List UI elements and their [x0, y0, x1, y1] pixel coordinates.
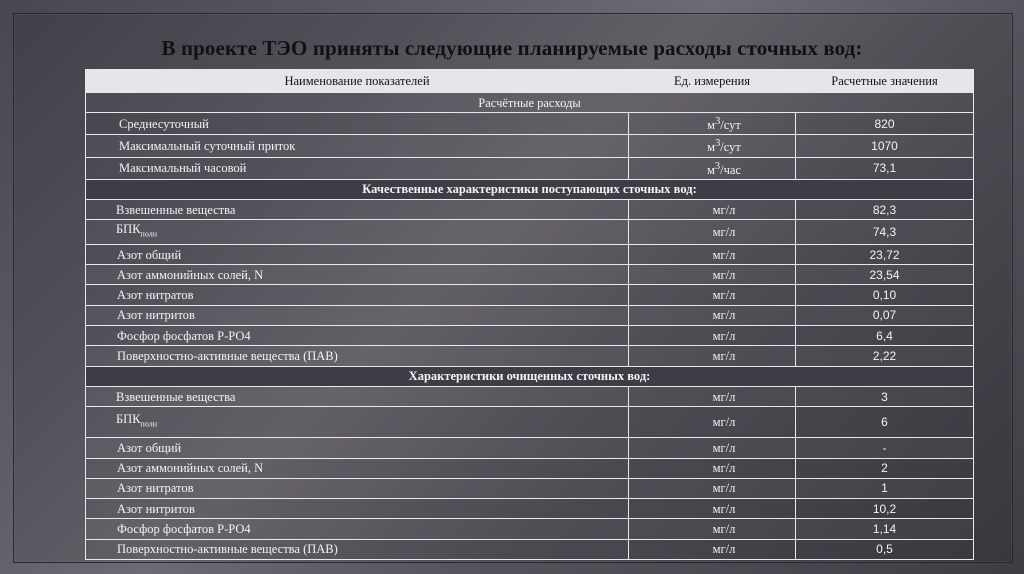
row-unit: мг/л — [629, 244, 796, 264]
row-name: Фосфор фосфатов Р-РО4 — [86, 519, 629, 539]
row-value: 6,4 — [796, 326, 974, 346]
row-value: 0,5 — [796, 539, 974, 559]
incoming-row — [86, 244, 974, 264]
row-value: 1 — [796, 478, 974, 498]
row-name: Фосфор фосфатов Р-РО4 — [86, 326, 629, 346]
treated-row — [86, 478, 974, 498]
row-unit: мг/л — [629, 220, 796, 245]
section-calc — [86, 93, 974, 113]
row-name: Взвешенные вещества — [86, 200, 629, 220]
row-name: Азот нитритов — [86, 305, 629, 325]
treated-row — [86, 519, 974, 539]
row-value: 2 — [796, 458, 974, 478]
table-header-row — [86, 70, 974, 93]
treated-row — [86, 438, 974, 458]
section-title: Качественные характеристики поступающих сточных вод: — [86, 179, 974, 199]
row-unit: мг/л — [629, 285, 796, 305]
calc-row — [86, 113, 974, 135]
row-unit: $м^3$/сут — [629, 135, 796, 157]
row-value: 6 — [796, 407, 974, 438]
row-unit: мг/л — [629, 305, 796, 325]
section-treated — [86, 366, 974, 386]
row-name: Азот аммонийных солей, N — [86, 265, 629, 285]
section-title: Характеристики очищенных сточных вод: — [86, 366, 974, 386]
row-value: 0,10 — [796, 285, 974, 305]
row-value: 820 — [796, 113, 974, 135]
row-unit: $м^3$/час — [629, 157, 796, 179]
calc-row — [86, 135, 974, 157]
treated-row — [86, 407, 974, 438]
treated-row — [86, 499, 974, 519]
header-value: Расчетные значения — [796, 70, 974, 93]
row-value: 74,3 — [796, 220, 974, 245]
section-incoming — [86, 179, 974, 199]
incoming-row — [86, 326, 974, 346]
row-value: 1070 — [796, 135, 974, 157]
row-unit: мг/л — [629, 200, 796, 220]
row-unit: мг/л — [629, 539, 796, 559]
row-value: 73,1 — [796, 157, 974, 179]
incoming-row — [86, 265, 974, 285]
incoming-row — [86, 346, 974, 366]
row-unit: мг/л — [629, 519, 796, 539]
row-value: 2,22 — [796, 346, 974, 366]
row-value: 23,72 — [796, 244, 974, 264]
wastewater-table — [85, 69, 974, 560]
row-name: $БПК_{полн}$ — [86, 407, 629, 438]
treated-row — [86, 458, 974, 478]
header-name: Наименование показателей — [86, 70, 629, 93]
row-value: - — [796, 438, 974, 458]
row-name: Взвешенные вещества — [86, 386, 629, 406]
row-name: Азот нитратов — [86, 478, 629, 498]
row-unit: $м^3$/сут — [629, 113, 796, 135]
row-name: Поверхностно-активные вещества (ПАВ) — [86, 346, 629, 366]
row-value: 10,2 — [796, 499, 974, 519]
row-name: Азот общий — [86, 438, 629, 458]
row-name: Азот общий — [86, 244, 629, 264]
row-value: 23,54 — [796, 265, 974, 285]
row-name: Азот нитратов — [86, 285, 629, 305]
row-name: Поверхностно-активные вещества (ПАВ) — [86, 539, 629, 559]
page-title: В проекте ТЭО приняты следующие планируемые расходы сточных вод: — [161, 36, 863, 60]
row-unit: мг/л — [629, 407, 796, 438]
calc-row — [86, 157, 974, 179]
header-unit: Ед. измерения — [629, 70, 796, 93]
row-name: $БПК_{полн}$ — [86, 220, 629, 245]
incoming-row — [86, 285, 974, 305]
row-unit: мг/л — [629, 265, 796, 285]
row-unit: мг/л — [629, 346, 796, 366]
incoming-row — [86, 200, 974, 220]
row-value: 82,3 — [796, 200, 974, 220]
row-name: Среднесуточный — [86, 113, 629, 135]
treated-row — [86, 386, 974, 406]
row-unit: мг/л — [629, 458, 796, 478]
row-unit: мг/л — [629, 326, 796, 346]
row-name: Азот аммонийных солей, N — [86, 458, 629, 478]
row-name: Азот нитритов — [86, 499, 629, 519]
row-name: Максимальный суточный приток — [86, 135, 629, 157]
incoming-row — [86, 220, 974, 245]
row-value: 0,07 — [796, 305, 974, 325]
row-value: 1,14 — [796, 519, 974, 539]
row-unit: мг/л — [629, 386, 796, 406]
incoming-row — [86, 305, 974, 325]
row-value: 3 — [796, 386, 974, 406]
row-unit: мг/л — [629, 438, 796, 458]
section-title: Расчётные расходы — [86, 93, 974, 113]
row-name: Максимальный часовой — [86, 157, 629, 179]
row-unit: мг/л — [629, 478, 796, 498]
treated-row — [86, 539, 974, 559]
row-unit: мг/л — [629, 499, 796, 519]
